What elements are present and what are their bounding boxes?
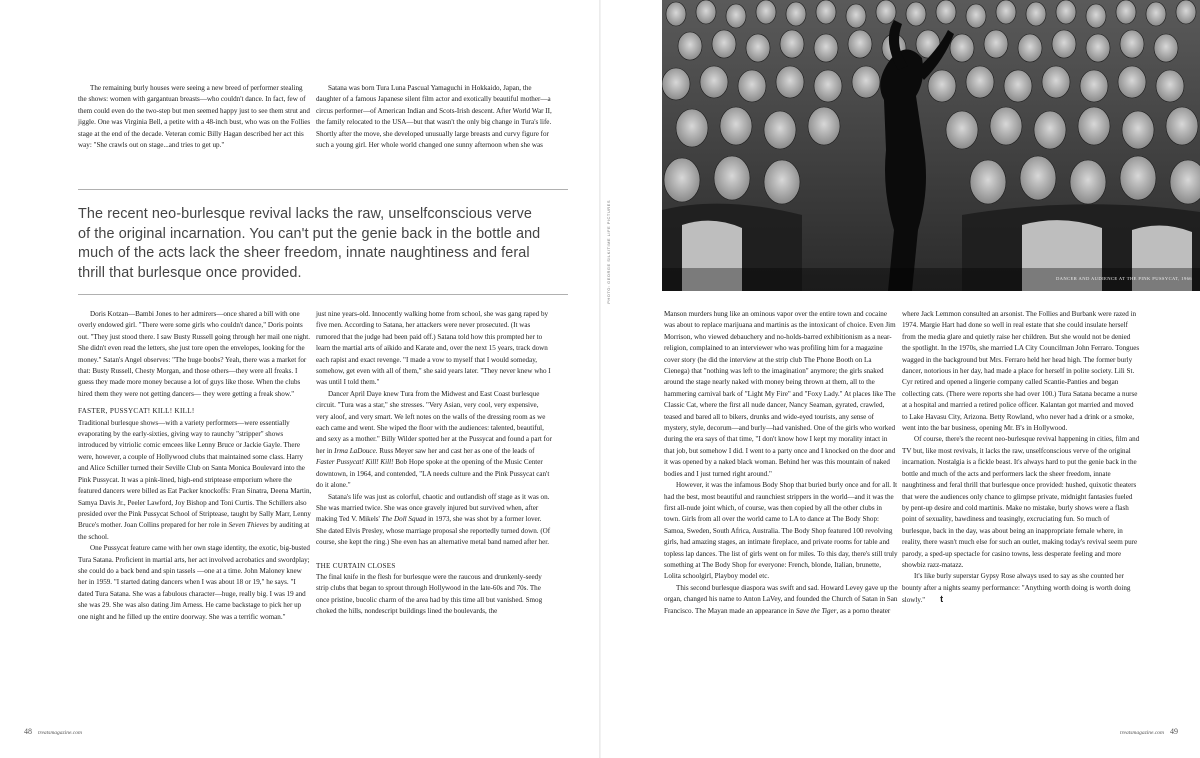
paragraph: just nine years-old. Innocently walking home from school, she was gang raped by five men. According to Satana, her attackers were never prosecuted. (It was rumored that the judge had been paid off.) Satana told how this prompted her to learn the martial arts of aikido and Karate and, over the next 15 years, track down each rapist and exact revenge. "I made a vow to myself that I would someday, somehow, get even with all of them," she said years later. "They never knew who I was until I told them." (316, 310, 551, 387)
spine-gutter (599, 0, 601, 758)
folio-url: treatsmagazine.com (1120, 730, 1164, 736)
paragraph: Satana was born Tura Luna Pascual Yamaguchi in Hokkaido, Japan, the daughter of a famous Japanese silent film actor and exotically beautiful mother—a circus performer—of American Indian and Scots-Irish descent. After World War II, the family relocated to the USA—but that wasn't the only big change in Tura's life. Shortly after the move, she developed unusually large breasts and curvy figure for such a young girl. Her whole world changed one sunny afternoon when she was (316, 84, 552, 150)
page-number: 48 (24, 727, 32, 736)
section-heading: THE CURTAIN CLOSES (316, 561, 396, 570)
photo-credit: PHOTO: GEORGE SILK/TIME LIFE PICTURES (606, 200, 611, 304)
folio-url: treatsmagazine.com (38, 730, 82, 736)
paragraph: However, it was the infamous Body Shop that buried burly once and for all. It had the best, most beautiful and raunchiest strippers in the world—and it was the first all-nude joint which, of course, was then copied by all the other clubs in town. Girls from all over the world came to LA to dance at The Body Shop: Samoa, Sweden, South Africa, Australia. The Body Shop featured 100 revolving girls, had amazing stages, an intimate fireplace, and private rooms for table and topless lap dances. The list of girls went on for miles. To this day, there's still truly something at The Body Shop for everyone: French, blonde, Italian, brunette, Lolita schoolgirl, Playboy model etc. (664, 481, 898, 581)
paragraph: The final knife in the flesh for burlesque were the raucous and drunkenly-seedy strip clubs that began to sprout through Hollywood in the late-60s and 70s. The once pristine, bucolic charm of the area had by this time all but vanished. Smog choked the hills, nondescript buildings lined the boulevards, the (316, 572, 543, 616)
paragraph: Traditional burlesque shows—with a variety performers—were essentially evaporating by the early-sixties, giving way to raunchy "stripper" shows introduced by vitriolic comic emcees like Lenny Bruce or Jackie Gayle. There were, however, a couple of Hollywood clubs that maintained some class. Harry and Alice Schiller turned their Seville Club on Santa Monica Boulevard into the Pink Pussycat. It was a pink-lined, high-end striptease emporium where the featured dancers were billed as Eat Packer knockoffs: Fran Sinatra, Deena Martin, Samya Davis Jr., Peeler Lawford, Joy Bishop and Toni Curtis. The Schillers also presided over the Pink Pussycat School of Striptease, taught by Sally Marr, Lenny Bruce's mother. Joan Collins prepared for her role in Seven Thieves by auditing at the school. (78, 418, 312, 541)
paragraph: Doris Kotzan—Bambi Jones to her admirers—once shared a bill with one overly endowed girl. "There were some girls who couldn't dance," Doris points out. "They just stood there. I saw Busty Russell going through her mail one night. She didn't even read the letters, she just tore open the envelopes, looking for the money." Satan's Angel observes: "The huge boobs? Yeah, there was a market for that: Busty Russell, Chesty Morgan, and those others—they were all freaks. I guess they made more money because a lot of guys like those. When the clubs hired them they were not getting dancers— they were getting a freak show." (78, 310, 311, 398)
end-of-article-mark: t (940, 594, 944, 605)
paragraph: It's like burly superstar Gypsy Rose always used to say as she counted her bounty after a nights seamy performance: "Anything worth doing is worth doing slowly." t (902, 572, 1131, 605)
body-column-4 (902, 309, 1140, 607)
pull-quote-top-rule (78, 189, 568, 190)
section-heading: FASTER, PUSSYCAT! KILL! KILL! (78, 407, 195, 416)
paragraph: Dancer April Daye knew Tura from the Midwest and East Coast burlesque circuit. "Tura was a star," she stresses. "Very Asian, very cool, very expensive, very aloof, and very smart. We left notes on the walls of the dressing room as we each came and went. She wiped the floor with the audiences: talented, beautiful, and sexy as a mother." Billy Wilder spotted her at the Pussycat and found a part for her in Irma LaDouce. Russ Meyer saw her and cast her as one of the leads of Faster Pussycat! Kill! Kill! Bob Hope spoke at the opening of the Music Center downtown, in 1964, and contended, "LA needs culture and the Pink Pussycat can't do it alone." (316, 389, 552, 490)
paragraph: where Jack Lemmon consulted an arsonist. The Follies and Burbank were razed in 1974. Margie Hart had done so well in real estate that she could insulate herself from the media glare and quietly raise her children. But she would not be denied the spotlight. In the 1970s, she married LA City Councilman John Ferraro. Tongues wagged in the background but Mrs. Ferraro held her head high. The former burly dancer, notorious in her day, had made a place for herself in polite society. Lili St. Cyr retired and opened a lingerie company called Scantie-Panties and began collecting cats. (There were reports she had over 100.) Tura Satana became a nurse at a hospital and married a retired police officer. Kalantan got married and moved to Lake Havasu City, Arizona. Betty Rowland, who never had a drink or a smoke, went into the bar business, opening Mr. B's in Hollywood. (902, 310, 1140, 433)
paragraph: One Pussycat feature came with her own stage identity, the exotic, big-busted Tura Satana. Proficient in martial arts, her act involved acrobatics and swordplay; she could do a back bend and spin tassels —one at a time. John Maloney knew her in 1959. "I started dating dancers when I was about 18 or 19," he says. "I dated Tura Satana. She was a fabulous character—huge, really big. I was 19 and she was 29. She was also dating Jim Arness. He came backstage to pick her up one night and he filled up the entire doorway. She was a terrific woman." (78, 544, 310, 621)
hero-photo (662, 0, 1200, 291)
photo-caption: DANCER AND AUDIENCE AT THE PINK PUSSYCAT, 1966 (1055, 276, 1192, 281)
top-column-right (316, 83, 552, 151)
pull-quote-bottom-rule (78, 294, 568, 295)
paragraph: This second burlesque diaspora was swift and sad. Howard Levey gave up the organ, changed his name to Anton LaVey, and founded the Church of Satan in San Francisco. The Mayan made an appearance in Save the Tiger, as a porno theater (664, 583, 898, 615)
audience-photo-illustration (662, 0, 1200, 291)
body-column-2 (316, 309, 552, 618)
paragraph: Manson murders hung like an ominous vapor over the entire town and cocaine was about to replace marijuana and martinis as the intoxicant of choice. Even Jim Morrison, who viewed debauchery and no-holds-barred exhibitionism as a near-religion, complained to an interviewer who was profiling him for a magazine cover story (he did the interview at the strip club The Phone Booth on La Cienega) that "nothing was left to the imagination" anymore; the girls snaked around the stage nearly naked with money being thrown at them, all to the hammering carnival bark of "Light My Fire" and "Foxy Lady." At places like The Classic Cat, where the first all nude dancer, Nancy Seaman, gyrated, crawled, teased and bared all to bikers, drunks and wide-eyed tourists, any sense of mystery, style, decorum—and burly—had vanished. One of the girls who worked during the era says of that time, "I don't know how I kept my morality intact in that job, but somehow I did. I went to a party once and I knocked on the door and it was opened by a naked black woman. Behind her was this mountain of naked bodies and I just turned right around." (664, 310, 896, 478)
top-column-left (78, 83, 312, 151)
paragraph: Of course, there's the recent neo-burlesque revival happening in cities, film and TV but, like most revivals, it lacks the raw, unselfconscious verve of the original incarnation. Nostalgia is a fickle beast. It's always hard to put the genie back in the bottle and much of the acts and performers lack the sheer freedom, innate naughtiness and feral thrill that burlesque once provided: hushed, quixotic theaters that were the audiences only chance to glimpse private, midnight fantasies fueled by pent-up desire and cold martinis. Make no mistake, burly shows were a flash point of sexuality, bawdiness and teasingly, excruciating fun. So much of burlesque, back in the day, was about being an inappropriate female where, in reality, there wasn't much else for such an outlet, making today's revival seem pure parody, a sped-up spectacle for casino towns, less desperate feeling and more showbiz razz-matazz. (902, 435, 1140, 569)
paragraph: Satana's life was just as colorful, chaotic and outlandish off stage as it was on. She was married twice. She was once gravely injured but survived when, after making Ted V. Mikels' The Doll Squad in 1973, she was shot by a former lover. She dated Elvis Presley, whose marriage proposal she reportedly turned down. (Of course, she kept the ring.) She even has an alternative metal band named after her. (316, 492, 551, 547)
paragraph: The remaining burly houses were seeing a new breed of performer stealing the shows: women with gargantuan breasts—who couldn't dance. In fact, few of them could even do the two-step but men seemed happy just to see them strut and jiggle. One was Virginia Bell, a petite with a 48-inch bust, who was on the Follies stage at the end of the decade. Veteran comic Billy Hagan described her act this way: "She crawls out on stage...and tries to get up." (78, 84, 311, 150)
page-number: 49 (1170, 727, 1178, 736)
page-folio-left (24, 727, 88, 736)
body-column-1 (78, 309, 312, 623)
page-folio-right (1114, 727, 1178, 736)
body-column-3 (664, 309, 898, 617)
pull-quote: The recent neo-burlesque revival lacks the raw, unselfconscious verve of the original incarnation. You can't put the genie back in the bottle and much of the acts lack the sheer freedom, innate naughtiness and feral thrill that burlesque once provided. (78, 206, 541, 281)
